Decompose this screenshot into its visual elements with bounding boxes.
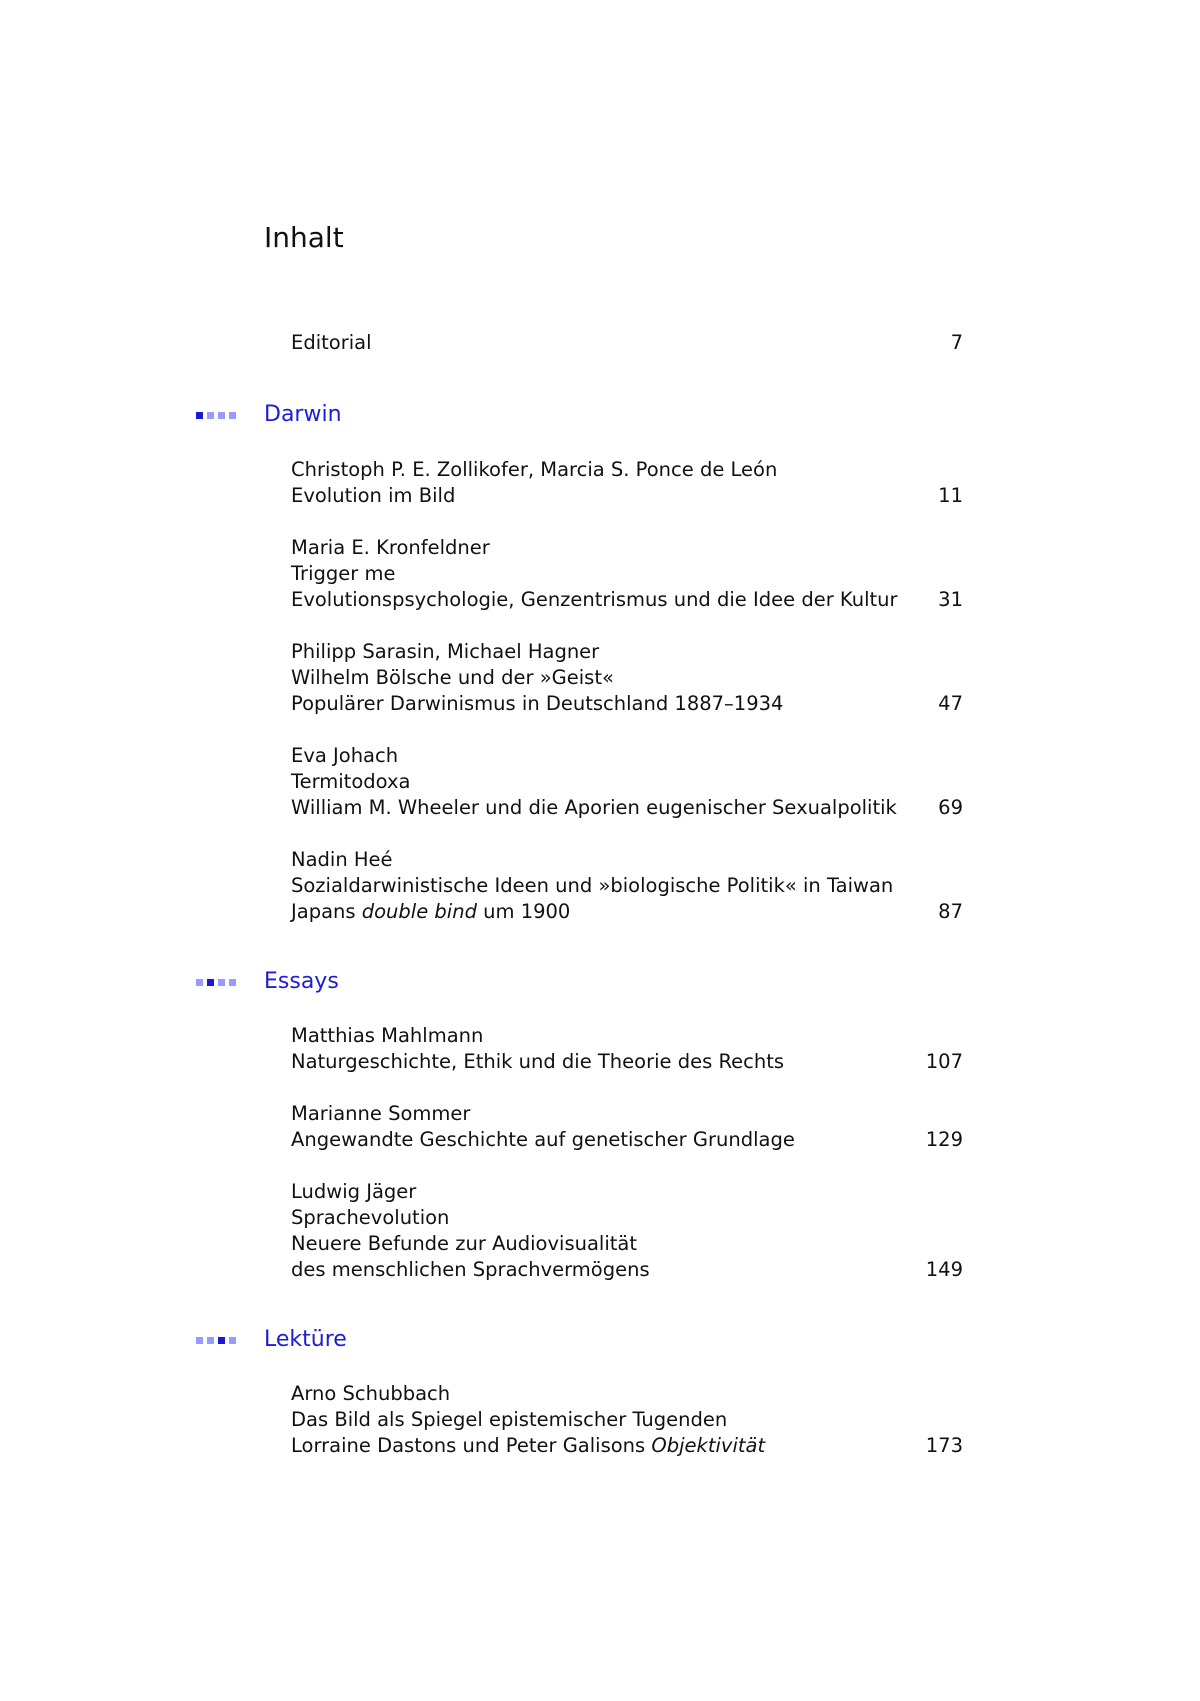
entry-author: Nadin Heé bbox=[291, 848, 393, 871]
entry-author: Christoph P. E. Zollikofer, Marcia S. Ponce de León bbox=[291, 458, 778, 481]
toc-entry[interactable] bbox=[291, 639, 963, 717]
page-number: 173 bbox=[925, 1434, 963, 1457]
entry-subtitle: Neuere Befunde zur Audiovisualität bbox=[291, 1232, 637, 1255]
section-marker-icon bbox=[196, 979, 264, 986]
entry-subtitle: Lorraine Dastons und Peter Galisons Objektivität bbox=[291, 1434, 766, 1457]
entry-author: Maria E. Kronfeldner bbox=[291, 536, 490, 559]
toc-entry[interactable] bbox=[291, 743, 963, 821]
entry-author: Ludwig Jäger bbox=[291, 1180, 417, 1203]
entry-title: Wilhelm Bölsche und der »Geist« bbox=[291, 666, 614, 689]
section-title: Darwin bbox=[264, 402, 342, 427]
entry-subtitle-italic: Objektivität bbox=[651, 1434, 766, 1457]
page-number: 47 bbox=[938, 692, 963, 715]
entry-title: Editorial bbox=[291, 331, 372, 354]
page-number: 107 bbox=[925, 1050, 963, 1073]
page-number: 87 bbox=[938, 900, 963, 923]
entry-title: Angewandte Geschichte auf genetischer Grundlage bbox=[291, 1128, 795, 1151]
section-title: Essays bbox=[264, 969, 339, 994]
page-number: 31 bbox=[938, 588, 963, 611]
page-title: Inhalt bbox=[264, 221, 344, 254]
entry-title: Das Bild als Spiegel epistemischer Tugenden bbox=[291, 1408, 728, 1431]
entry-subtitle: Populärer Darwinismus in Deutschland 1887–1934 bbox=[291, 692, 784, 715]
page-number: 149 bbox=[925, 1258, 963, 1281]
entry-author: Marianne Sommer bbox=[291, 1102, 471, 1125]
toc-entry[interactable] bbox=[291, 1381, 963, 1459]
entry-subtitle: Japans double bind um 1900 bbox=[291, 900, 571, 923]
entry-subtitle-line2: des menschlichen Sprachvermögens bbox=[291, 1258, 650, 1281]
entry-title: Naturgeschichte, Ethik und die Theorie des Rechts bbox=[291, 1050, 785, 1073]
entry-author: Philipp Sarasin, Michael Hagner bbox=[291, 640, 600, 663]
page-number: 129 bbox=[925, 1128, 963, 1151]
page-number: 11 bbox=[938, 484, 963, 507]
section-marker-icon bbox=[196, 412, 264, 419]
section-marker-icon bbox=[196, 1337, 264, 1344]
toc-entry[interactable] bbox=[291, 1023, 963, 1075]
toc-entry[interactable] bbox=[291, 457, 963, 509]
entry-subtitle: Evolutionspsychologie, Genzentrismus und die Idee der Kultur bbox=[291, 588, 898, 611]
entry-subtitle-italic: double bind bbox=[361, 900, 477, 923]
toc-entry[interactable] bbox=[291, 847, 963, 925]
entry-title: Termitodoxa bbox=[291, 770, 411, 793]
entry-title: Evolution im Bild bbox=[291, 484, 456, 507]
page-number: 69 bbox=[938, 796, 963, 819]
page-number: 7 bbox=[950, 331, 963, 354]
toc-entry-editorial[interactable] bbox=[291, 330, 963, 356]
section-header-darwin bbox=[196, 400, 342, 430]
toc-entry[interactable] bbox=[291, 1179, 963, 1283]
entry-title: Trigger me bbox=[291, 562, 396, 585]
toc-entry[interactable] bbox=[291, 1101, 963, 1153]
entry-subtitle: William M. Wheeler und die Aporien eugenischer Sexualpolitik bbox=[291, 796, 897, 819]
entry-author: Eva Johach bbox=[291, 744, 399, 767]
entry-author: Arno Schubbach bbox=[291, 1382, 451, 1405]
toc-entry[interactable] bbox=[291, 535, 963, 613]
entry-author: Matthias Mahlmann bbox=[291, 1024, 484, 1047]
section-title: Lektüre bbox=[264, 1327, 347, 1352]
section-header-essays bbox=[196, 967, 339, 997]
entry-title: Sprachevolution bbox=[291, 1206, 450, 1229]
section-header-lektuere bbox=[196, 1325, 347, 1355]
entry-title: Sozialdarwinistische Ideen und »biologische Politik« in Taiwan bbox=[291, 874, 894, 897]
